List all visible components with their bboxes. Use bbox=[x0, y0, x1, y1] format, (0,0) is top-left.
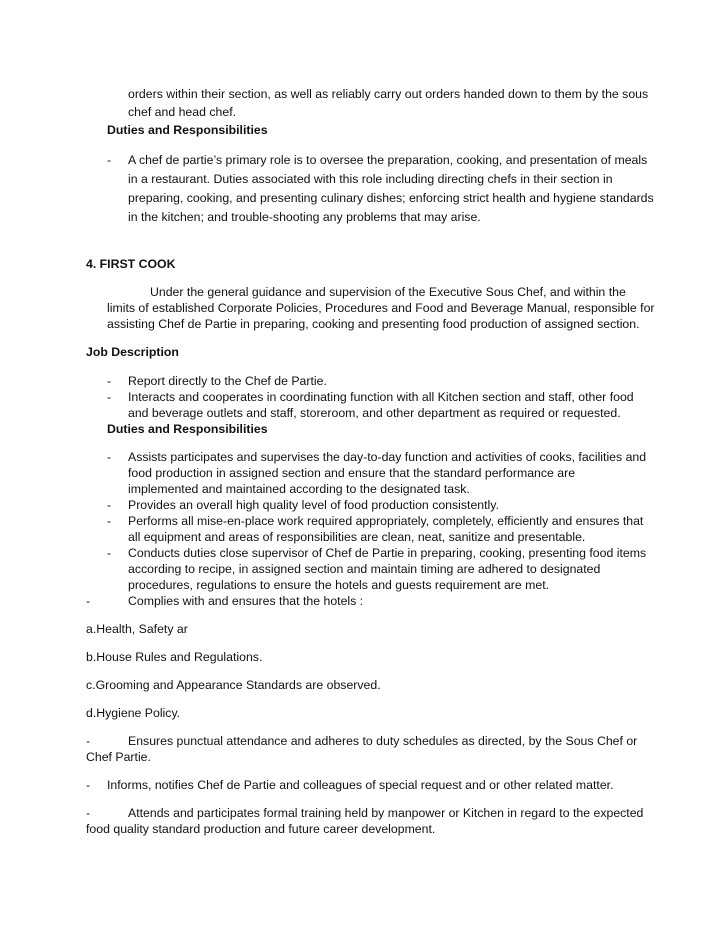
duty-text-line: in the kitchen; and trouble-shooting any problems that may arise. bbox=[128, 210, 481, 224]
duty-text-line: A chef de partie’s primary role is to oversee the preparation, cooking, and presentation of meals bbox=[128, 153, 648, 167]
sub-item-d: d.Hygiene Policy. bbox=[86, 706, 181, 720]
bullet-dash: - bbox=[107, 153, 112, 167]
section-title: 4. FIRST COOK bbox=[86, 257, 176, 271]
complies-line: Complies with and ensures that the hotels : bbox=[128, 594, 364, 608]
bullet-dash: - bbox=[86, 778, 91, 792]
continuation-line-1: orders within their section, as well as reliably carry out orders handed down to them by the sous bbox=[128, 87, 649, 101]
continuation-line-2: chef and head chef. bbox=[128, 105, 237, 119]
duty-item-line: Assists participates and supervises the day-to-day function and activities of cooks, facilities and bbox=[128, 450, 647, 464]
duty-item-line: implemented and maintained according to the designated task. bbox=[128, 482, 470, 496]
duty-item-line: Provides an overall high quality level of food production consistently. bbox=[128, 498, 499, 512]
intro-line-2: limits of established Corporate Policies, Procedures and Food and Beverage Manual, responsible for bbox=[107, 301, 655, 315]
bullet-dash: - bbox=[107, 390, 112, 404]
bullet-dash: - bbox=[107, 546, 112, 560]
duties-heading: Duties and Responsibilities bbox=[107, 422, 268, 436]
bullet-dash: - bbox=[107, 498, 112, 512]
job-item-line: Interacts and cooperates in coordinating function with all Kitchen section and staff, other food bbox=[128, 390, 634, 404]
job-description-heading: Job Description bbox=[86, 345, 179, 359]
job-item-line: and beverage outlets and staff, storeroom, and other department as required or requested. bbox=[128, 406, 621, 420]
sub-item-c: c.Grooming and Appearance Standards are observed. bbox=[86, 678, 381, 692]
duty-item-line: procedures, regulations to ensure the hotels and guests requirement are met. bbox=[128, 578, 550, 592]
bullet-dash: - bbox=[107, 450, 112, 464]
bullet-dash: - bbox=[86, 806, 91, 820]
duty-text-line: in a restaurant. Duties associated with this role including directing chefs in their section in bbox=[128, 172, 613, 186]
duty-item-line: Performs all mise-en-place work required appropriately, completely, efficiently and ensures that bbox=[128, 514, 644, 528]
duty-item-line: Conducts duties close supervisor of Chef de Partie in preparing, cooking, presenting food items bbox=[128, 546, 647, 560]
bullet-dash: - bbox=[107, 374, 112, 388]
intro-line-1: Under the general guidance and supervision of the Executive Sous Chef, and within the bbox=[150, 285, 626, 299]
bullet-dash: - bbox=[86, 594, 91, 608]
informs-line: Informs, notifies Chef de Partie and colleagues of special request and or other related matter. bbox=[107, 778, 614, 792]
sub-item-b: b.House Rules and Regulations. bbox=[86, 650, 263, 664]
duty-item-line: food production in assigned section and ensure that the standard performance are bbox=[128, 466, 576, 480]
job-item-line: Report directly to the Chef de Partie. bbox=[128, 374, 327, 388]
attends-line-1: Attends and participates formal training held by manpower or Kitchen in regard to the expected bbox=[128, 806, 644, 820]
punctual-line-1: Ensures punctual attendance and adheres to duty schedules as directed, by the Sous Chef or bbox=[128, 734, 638, 748]
bullet-dash: - bbox=[86, 734, 91, 748]
duty-item-line: according to recipe, in assigned section and maintain timing are adhered to designated bbox=[128, 562, 601, 576]
bullet-dash: - bbox=[107, 514, 112, 528]
attends-line-2: food quality standard production and future career development. bbox=[86, 822, 436, 836]
sub-item-a: a.Health, Safety ar bbox=[86, 622, 188, 636]
duties-heading-top: Duties and Responsibilities bbox=[107, 123, 268, 137]
duty-item-line: all equipment and areas of responsibilities are clean, neat, sanitize and presentable. bbox=[128, 530, 586, 544]
punctual-line-2: Chef Partie. bbox=[86, 750, 151, 764]
duty-text-line: preparing, cooking, and presenting culinary dishes; enforcing strict health and hygiene standards bbox=[128, 191, 654, 205]
intro-line-3: assisting Chef de Partie in preparing, cooking and presenting food production of assigned section. bbox=[107, 317, 640, 331]
